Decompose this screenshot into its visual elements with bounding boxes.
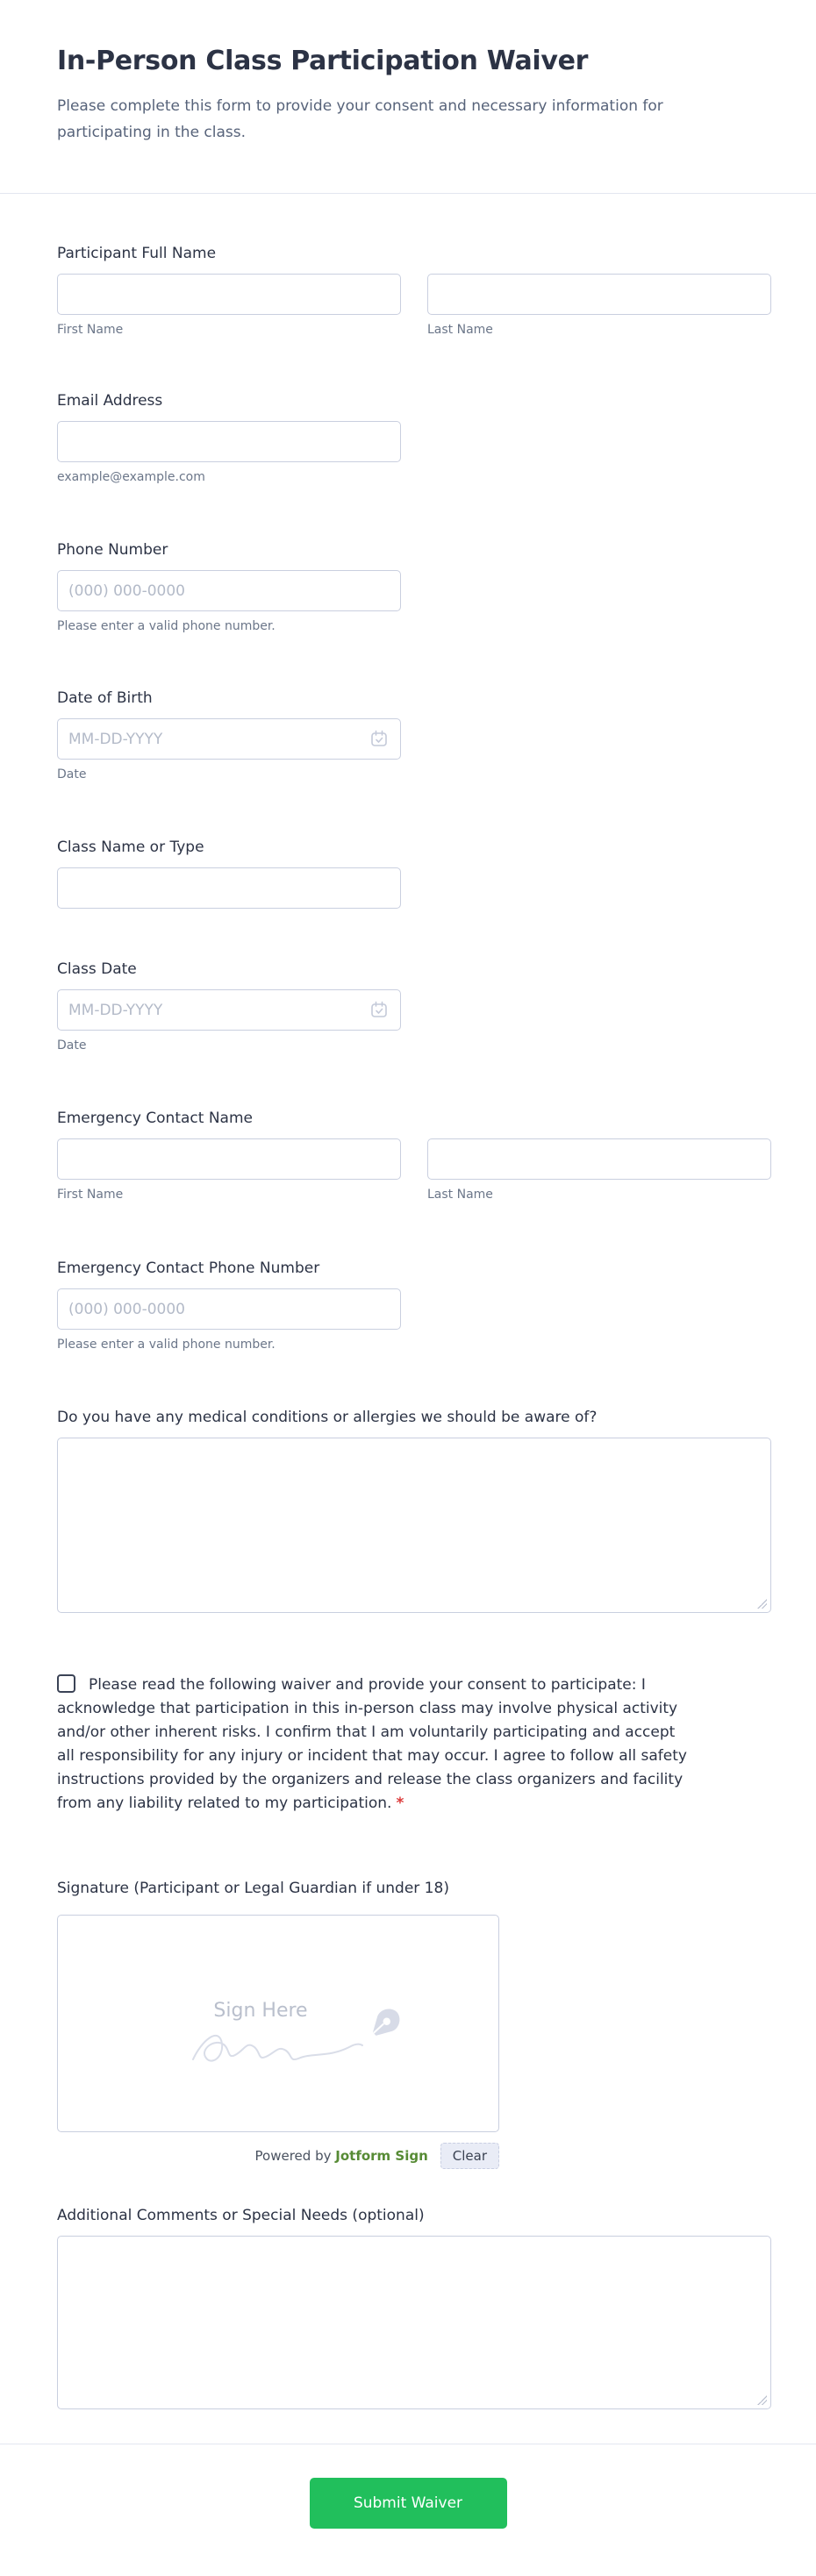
- signature-footer: [57, 2143, 499, 2169]
- waiver-checkbox[interactable]: [57, 1674, 75, 1693]
- medical-label: Do you have any medical conditions or allergies we should be aware of?: [57, 1409, 598, 1426]
- field-waiver-consent: [57, 1673, 771, 1816]
- comments-textarea[interactable]: [57, 2236, 771, 2409]
- form-header: [0, 0, 816, 146]
- emergency-first-name-input[interactable]: [57, 1138, 401, 1180]
- powered-by-label: Powered by: [254, 2148, 332, 2164]
- comments-label: Additional Comments or Special Needs (optional): [57, 2207, 425, 2224]
- class-name-label: Class Name or Type: [57, 838, 204, 856]
- first-name-sublabel: First Name: [57, 323, 124, 337]
- medical-textarea[interactable]: [57, 1438, 771, 1613]
- phone-sublabel: Please enter a valid phone number.: [57, 619, 276, 633]
- submit-waiver-button[interactable]: Submit Waiver: [310, 2478, 507, 2529]
- emergency-phone-input[interactable]: [57, 1288, 401, 1330]
- required-asterisk: *: [396, 1795, 404, 1812]
- first-name-sublabel: First Name: [57, 1188, 124, 1202]
- class-date-label: Class Date: [57, 960, 137, 978]
- field-emergency-phone: [57, 1259, 771, 1352]
- email-sublabel: example@example.com: [57, 470, 205, 484]
- last-name-sublabel: Last Name: [427, 1188, 493, 1202]
- sign-here-text: Sign Here: [213, 2000, 308, 2022]
- field-class-name: [57, 838, 771, 909]
- email-label: Email Address: [57, 392, 163, 410]
- email-input[interactable]: [57, 421, 401, 462]
- pen-nib-icon: [367, 2002, 404, 2038]
- calendar-check-icon[interactable]: [369, 1000, 389, 1019]
- phone-label: Phone Number: [57, 541, 168, 559]
- powered-by-text: [255, 2148, 428, 2164]
- emergency-last-name-input[interactable]: [427, 1138, 771, 1180]
- clear-signature-button[interactable]: Clear: [440, 2143, 499, 2169]
- waiver-text: Please read the following waiver and provide your consent to participate: I acknowledge that participation in this in-person class may involve physical activity and/or other inherent risks. I confirm that I am voluntarily participating and accept all responsibility for any injury or incident that may occur. I agree to follow all safety instructions provided by the organizers and release the class organizers and facility from any liability related to my participation.: [57, 1676, 687, 1812]
- signature-pad[interactable]: [57, 1915, 499, 2132]
- participant-first-name-input[interactable]: [57, 274, 401, 315]
- last-name-sublabel: Last Name: [427, 323, 493, 337]
- field-comments: [57, 2207, 771, 2409]
- field-phone: [57, 541, 771, 634]
- class-name-input[interactable]: [57, 867, 401, 909]
- form-body: [0, 194, 816, 2409]
- form-subtitle: Please complete this form to provide your consent and necessary information for participating in the class.: [57, 97, 663, 141]
- dob-sublabel: Date: [57, 767, 87, 781]
- field-class-date: [57, 960, 771, 1053]
- emergency-phone-label: Emergency Contact Phone Number: [57, 1259, 320, 1277]
- signature-squiggle-icon: [190, 2014, 365, 2068]
- page-title: In-Person Class Participation Waiver: [57, 46, 589, 76]
- emergency-name-label: Emergency Contact Name: [57, 1110, 253, 1127]
- calendar-check-icon[interactable]: [369, 729, 389, 748]
- field-email: [57, 392, 771, 485]
- class-date-sublabel: Date: [57, 1038, 87, 1053]
- field-emergency-name: [57, 1110, 771, 1202]
- waiver-paragraph: [57, 1673, 692, 1816]
- field-medical: [57, 1409, 771, 1613]
- dob-input[interactable]: [57, 718, 401, 760]
- field-signature: [57, 1880, 771, 2169]
- phone-input[interactable]: [57, 570, 401, 611]
- jotform-sign-link[interactable]: Jotform Sign: [335, 2148, 428, 2164]
- submit-row: [0, 2444, 816, 2572]
- class-date-input[interactable]: [57, 989, 401, 1031]
- participant-name-label: Participant Full Name: [57, 245, 217, 262]
- dob-label: Date of Birth: [57, 689, 153, 707]
- signature-label: Signature (Participant or Legal Guardian if under 18): [57, 1880, 449, 1897]
- field-dob: [57, 689, 771, 782]
- participant-last-name-input[interactable]: [427, 274, 771, 315]
- field-participant-name: [57, 245, 771, 338]
- emergency-phone-sublabel: Please enter a valid phone number.: [57, 1338, 276, 1352]
